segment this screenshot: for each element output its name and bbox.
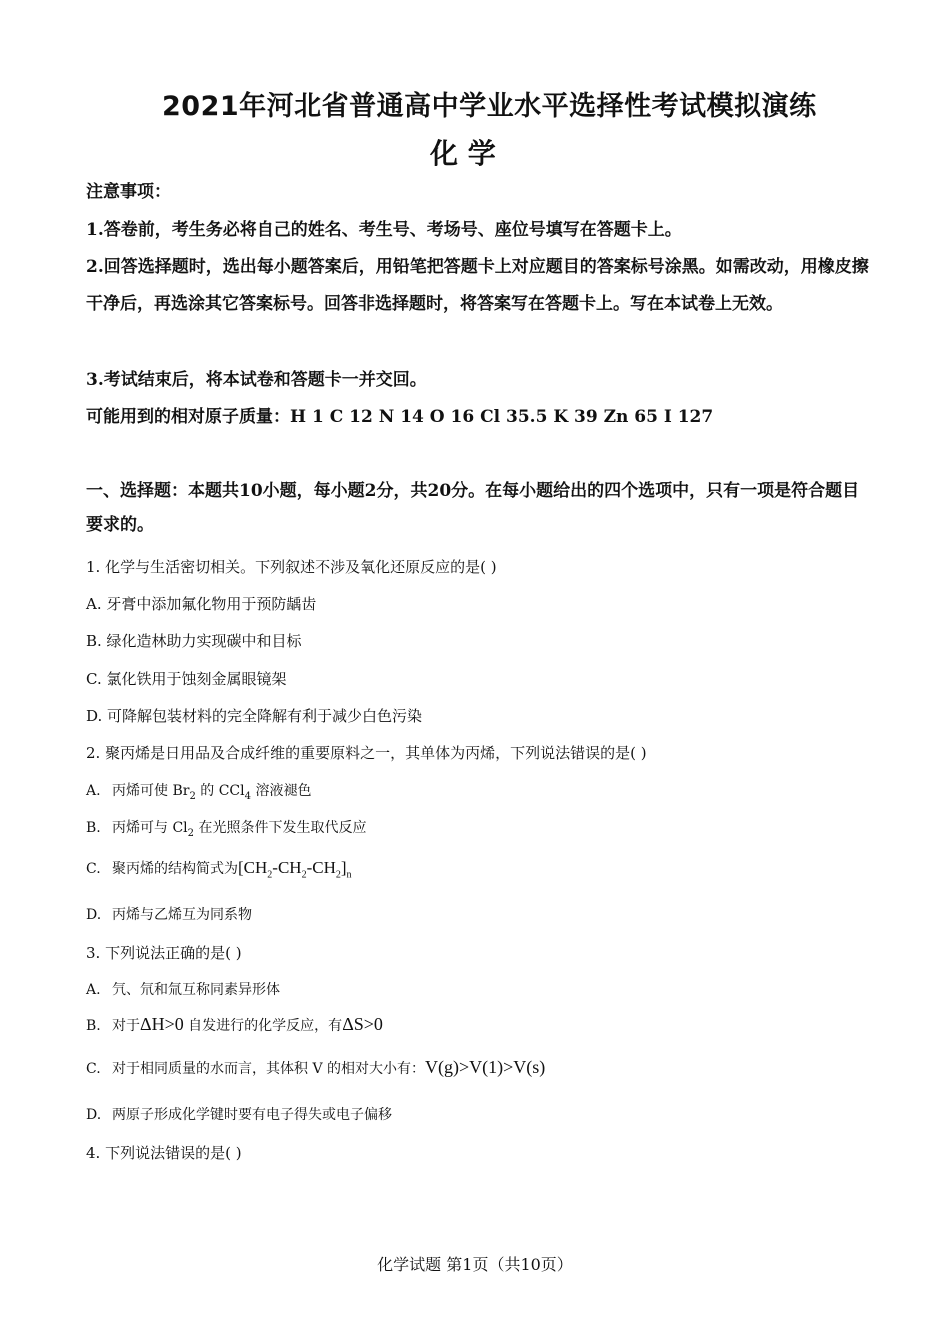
question-3-stem: 3. 下列说法正确的是( ) [86, 944, 242, 962]
question-2-option-b: B. 丙烯可与 $Cl_2$ 在光照条件下发生取代反应 [86, 820, 367, 839]
question-3-option-d: D. 两原子形成化学键时要有电子得失或电子偏移 [86, 1107, 392, 1123]
question-1-stem: 1. 化学与生活密切相关。下列叙述不涉及氧化还原反应的是( ) [86, 558, 497, 576]
page-footer: 化学试题 第1页（共10页） [377, 1255, 573, 1274]
question-2-option-c: C. 聚丙烯的结构简式为$[CH_2-CH_2-CH_2]_n$ [86, 858, 352, 881]
exam-title: 2021年河北省普通高中学业水平选择性考试模拟演练 [162, 91, 817, 122]
question-4-stem: 4. 下列说法错误的是( ) [86, 1144, 242, 1162]
question-2-option-d: D. 丙烯与乙烯互为同系物 [86, 907, 252, 923]
polymer-formula: $[CH_2-CH_2-CH_2]_n$ [238, 858, 352, 881]
question-3-option-c: C. 对于相同质量的水而言，其体积 V 的相对大小有：V(g)>V(1)>V(s) [86, 1057, 546, 1077]
question-3-option-a: A. 氕、氘和氚互称同素异形体 [86, 982, 280, 998]
question-1-option-c: C. 氯化铁用于蚀刻金属眼镜架 [86, 670, 287, 688]
question-1-option-d: D. 可降解包装材料的完全降解有利于减少白色污染 [86, 707, 423, 725]
notice-heading: 注意事项： [86, 182, 171, 202]
question-3-option-b: B. 对于ΔH>0 自发进行的化学反应，有ΔS>0 [86, 1014, 383, 1034]
notice-item-1: 1.答卷前，考生务必将自己的姓名、考生号、考场号、座位号填写在答题卡上。 [86, 220, 682, 240]
question-2-stem: 2. 聚丙烯是日用品及合成纤维的重要原料之一，其单体为丙烯，下列说法错误的是( ) [86, 744, 647, 762]
question-2-option-a: A. 丙烯可使 $Br_2$ 的 CCl$_4$ 溶液褪色 [86, 783, 312, 802]
section-heading: 一、选择题：本题共10小题，每小题2分，共20分。在每小题给出的四个选项中，只有一项是符合题目要求的。 [86, 481, 860, 535]
atomic-masses: 可能用到的相对原子质量：H 1 C 12 N 14 O 16 Cl 35.5 K 39 Zn 65 I 127 [86, 407, 714, 427]
question-1-option-b: B. 绿化造林助力实现碳中和目标 [86, 632, 302, 650]
notice-item-2: 2.回答选择题时，选出每小题答案后，用铅笔把答题卡上对应题目的答案标号涂黑。如需改动，用橡皮擦干净后，再选涂其它答案标号。回答非选择题时，将答案写在答题卡上。写在本试卷上无效。 [86, 257, 869, 314]
question-1-option-a: A. 牙膏中添加氟化物用于预防龋齿 [86, 595, 317, 613]
notice-item-3: 3.考试结束后，将本试卷和答题卡一并交回。 [86, 370, 427, 390]
subject-title: 化 学 [430, 137, 496, 170]
